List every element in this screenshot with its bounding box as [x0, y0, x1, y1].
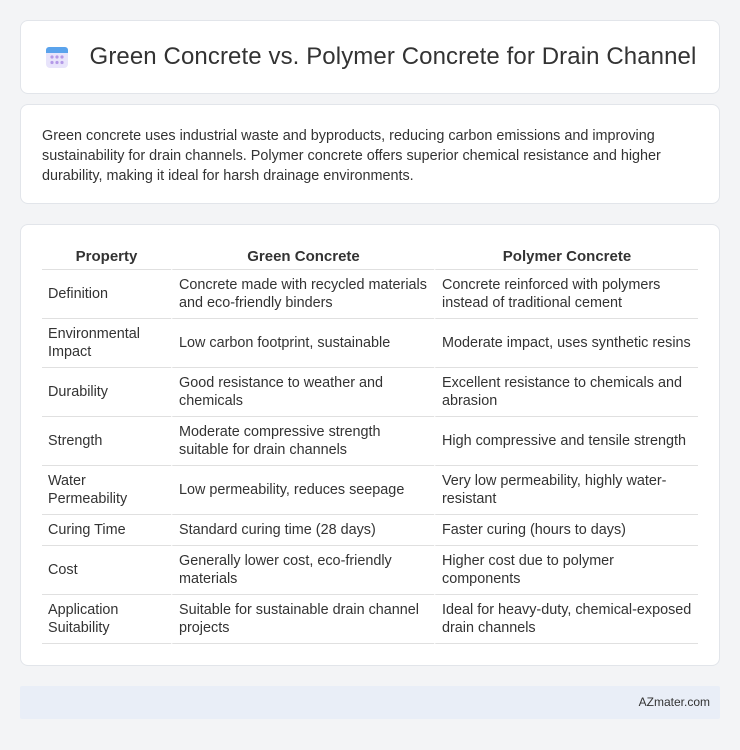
polymer-concrete-cell: Faster curing (hours to days) — [434, 515, 698, 546]
polymer-concrete-cell: Ideal for heavy-duty, chemical-exposed drain channels — [434, 595, 698, 644]
polymer-concrete-cell: Concrete reinforced with polymers instead of traditional cement — [434, 270, 698, 319]
calendar-icon — [44, 44, 70, 70]
polymer-concrete-cell: Higher cost due to polymer components — [434, 546, 698, 595]
intro-paragraph: Green concrete uses industrial waste and byproducts, reducing carbon emissions and improving sustainability for drain channels. Polymer concrete offers superior chemical resistance and higher durability, making it ideal for harsh drainage environments. — [42, 128, 661, 184]
intro-card — [20, 104, 720, 204]
polymer-concrete-cell: Very low permeability, highly water-resistant — [434, 466, 698, 515]
page-title: Green Concrete vs. Polymer Concrete for Drain Channel — [89, 43, 697, 70]
table-row — [42, 466, 698, 515]
comparison-table-card — [20, 224, 720, 666]
polymer-concrete-cell: Moderate impact, uses synthetic resins — [434, 319, 698, 368]
table-row — [42, 595, 698, 644]
property-cell: Durability — [42, 368, 171, 417]
property-cell: Cost — [42, 546, 171, 595]
header-card — [20, 20, 720, 94]
header-green-concrete: Green Concrete — [171, 247, 434, 270]
table-row — [42, 368, 698, 417]
table-row — [42, 546, 698, 595]
comparison-table — [42, 247, 698, 644]
table-row — [42, 417, 698, 466]
green-concrete-cell: Standard curing time (28 days) — [171, 515, 434, 546]
header-property: Property — [42, 247, 171, 270]
green-concrete-cell: Low permeability, reduces seepage — [171, 466, 434, 515]
property-cell: Definition — [42, 270, 171, 319]
table-row — [42, 270, 698, 319]
polymer-concrete-cell: Excellent resistance to chemicals and abrasion — [434, 368, 698, 417]
polymer-concrete-cell: High compressive and tensile strength — [434, 417, 698, 466]
table-header-row — [42, 247, 698, 270]
green-concrete-cell: Moderate compressive strength suitable for drain channels — [171, 417, 434, 466]
property-cell: Strength — [42, 417, 171, 466]
green-concrete-cell: Good resistance to weather and chemicals — [171, 368, 434, 417]
property-cell: Water Permeability — [42, 466, 171, 515]
green-concrete-cell: Concrete made with recycled materials and eco-friendly binders — [171, 270, 434, 319]
green-concrete-cell: Low carbon footprint, sustainable — [171, 319, 434, 368]
property-cell: Curing Time — [42, 515, 171, 546]
green-concrete-cell: Suitable for sustainable drain channel projects — [171, 595, 434, 644]
header-polymer-concrete: Polymer Concrete — [434, 247, 698, 270]
green-concrete-cell: Generally lower cost, eco-friendly materials — [171, 546, 434, 595]
table-row — [42, 515, 698, 546]
table-row — [42, 319, 698, 368]
property-cell: Application Suitability — [42, 595, 171, 644]
property-cell: Environmental Impact — [42, 319, 171, 368]
footer-brand: AZmater.com — [638, 695, 710, 709]
footer-bar — [20, 686, 720, 719]
